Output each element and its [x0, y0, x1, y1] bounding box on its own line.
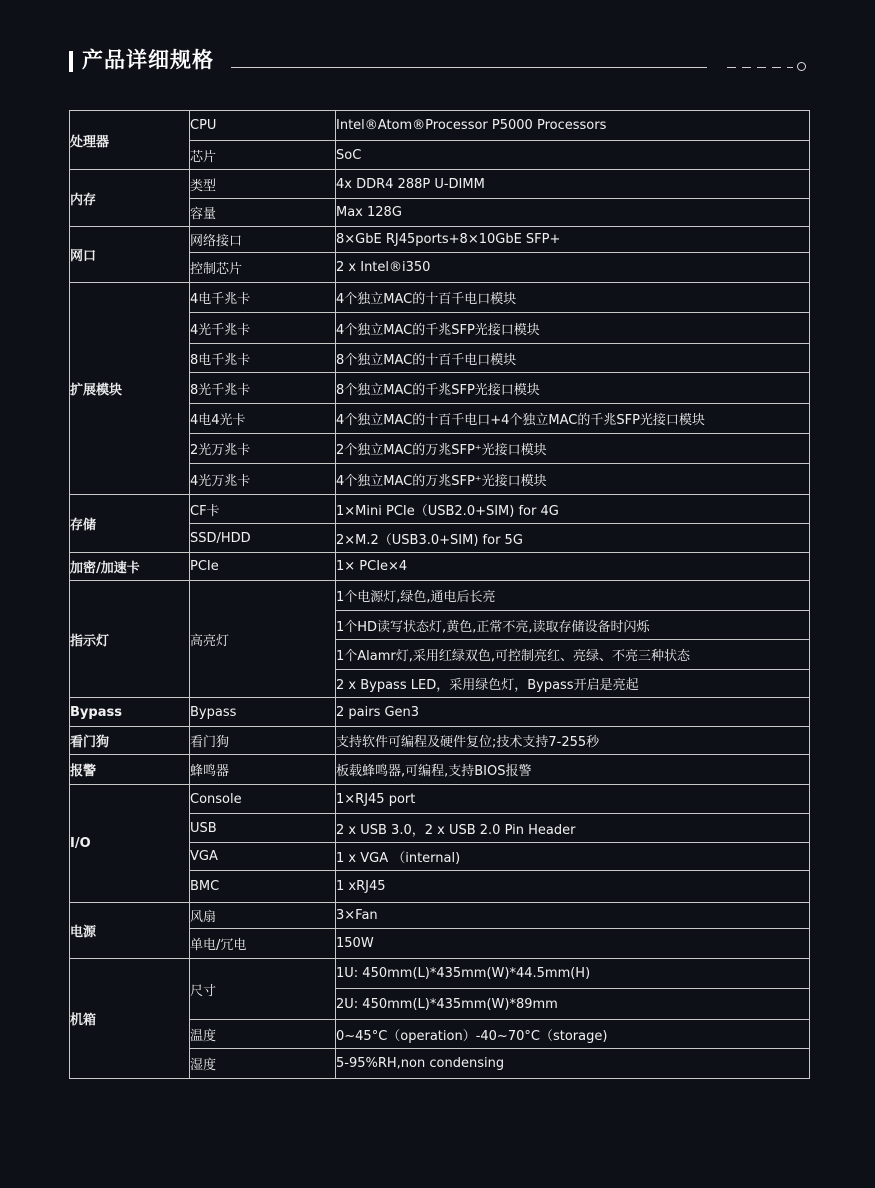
- value-cell: Intel®Atom®Processor P5000 Processors: [336, 111, 810, 141]
- value-cell: 1个Alamr灯,采用红绿双色,可控制亮红、亮绿、不亮三种状态: [336, 640, 810, 670]
- value-cell: 1U: 450mm(L)*435mm(W)*44.5mm(H): [336, 959, 810, 989]
- table-row: [70, 727, 810, 755]
- value-cell: 支持软件可编程及硬件复位;技术支持7-255秒: [336, 727, 810, 755]
- category-cell: 电源: [70, 903, 190, 959]
- item-cell: 看门狗: [190, 727, 336, 755]
- table-row: [70, 283, 810, 313]
- category-cell: 机箱: [70, 959, 190, 1079]
- value-cell: 2U: 450mm(L)*435mm(W)*89mm: [336, 989, 810, 1020]
- value-cell: 4个独立MAC的千兆SFP光接口模块: [336, 313, 810, 344]
- value-cell: 5-95%RH,non condensing: [336, 1049, 810, 1079]
- table-row: [70, 903, 810, 929]
- spec-table: [69, 110, 810, 1079]
- item-cell: USB: [190, 814, 336, 843]
- value-cell: 0~45°C（operation）-40~70°C（storage): [336, 1020, 810, 1049]
- table-row: [70, 111, 810, 141]
- category-cell: 加密/加速卡: [70, 553, 190, 581]
- item-cell: SSD/HDD: [190, 524, 336, 553]
- item-cell: BMC: [190, 871, 336, 903]
- value-cell: 1×Mini PCIe（USB2.0+SIM) for 4G: [336, 495, 810, 524]
- value-cell: 1个HD读写状态灯,黄色,正常不亮,读取存储设备时闪烁: [336, 611, 810, 640]
- item-cell: 芯片: [190, 141, 336, 170]
- page-title: 产品详细规格: [82, 48, 214, 72]
- item-cell: 4光万兆卡: [190, 464, 336, 495]
- value-cell: 4个独立MAC的万兆SFP⁺光接口模块: [336, 464, 810, 495]
- table-row: [70, 698, 810, 727]
- category-cell: 存储: [70, 495, 190, 553]
- item-cell: 风扇: [190, 903, 336, 929]
- value-cell: 板载蜂鸣器,可编程,支持BIOS报警: [336, 755, 810, 785]
- table-row: [70, 959, 810, 989]
- item-cell: 温度: [190, 1020, 336, 1049]
- category-cell: 看门狗: [70, 727, 190, 755]
- table-row: [70, 581, 810, 611]
- item-cell: 2光万兆卡: [190, 434, 336, 464]
- table-row: [70, 553, 810, 581]
- value-cell: 2个独立MAC的万兆SFP⁺光接口模块: [336, 434, 810, 464]
- item-cell: 8光千兆卡: [190, 373, 336, 404]
- category-cell: 报警: [70, 755, 190, 785]
- value-cell: 4x DDR4 288P U-DIMM: [336, 170, 810, 199]
- page-header: [0, 0, 875, 100]
- value-cell: 1×RJ45 port: [336, 785, 810, 814]
- value-cell: 4个独立MAC的十百千电口模块: [336, 283, 810, 313]
- category-cell: 扩展模块: [70, 283, 190, 495]
- item-cell: Bypass: [190, 698, 336, 727]
- table-row: [70, 785, 810, 814]
- value-cell: 150W: [336, 929, 810, 959]
- item-cell: 尺寸: [190, 959, 336, 1020]
- item-cell: 4光千兆卡: [190, 313, 336, 344]
- value-cell: 8×GbE RJ45ports+8×10GbE SFP+: [336, 227, 810, 253]
- value-cell: 1 xRJ45: [336, 871, 810, 903]
- category-cell: 网口: [70, 227, 190, 283]
- table-row: [70, 170, 810, 199]
- value-cell: 2 x Intel®i350: [336, 253, 810, 283]
- item-cell: VGA: [190, 843, 336, 871]
- category-cell: 指示灯: [70, 581, 190, 698]
- table-row: [70, 495, 810, 524]
- value-cell: 3×Fan: [336, 903, 810, 929]
- item-cell: 类型: [190, 170, 336, 199]
- value-cell: 2 x USB 3.0，2 x USB 2.0 Pin Header: [336, 814, 810, 843]
- value-cell: 1个电源灯,绿色,通电后长亮: [336, 581, 810, 611]
- category-cell: Bypass: [70, 698, 190, 727]
- title-accent-bar: [69, 51, 73, 72]
- item-cell: PCIe: [190, 553, 336, 581]
- item-cell: CPU: [190, 111, 336, 141]
- item-cell: 网络接口: [190, 227, 336, 253]
- table-row: [70, 227, 810, 253]
- value-cell: 4个独立MAC的十百千电口+4个独立MAC的千兆SFP光接口模块: [336, 404, 810, 434]
- item-cell: 4电千兆卡: [190, 283, 336, 313]
- category-cell: 内存: [70, 170, 190, 227]
- title-divider-line: [231, 67, 707, 68]
- item-cell: 高亮灯: [190, 581, 336, 698]
- value-cell: 8个独立MAC的十百千电口模块: [336, 344, 810, 373]
- item-cell: 容量: [190, 199, 336, 227]
- item-cell: Console: [190, 785, 336, 814]
- item-cell: 单电/冗电: [190, 929, 336, 959]
- item-cell: 8电千兆卡: [190, 344, 336, 373]
- value-cell: Max 128G: [336, 199, 810, 227]
- item-cell: 4电4光卡: [190, 404, 336, 434]
- item-cell: 蜂鸣器: [190, 755, 336, 785]
- category-cell: 处理器: [70, 111, 190, 170]
- value-cell: 2 x Bypass LED，采用绿色灯，Bypass开启是亮起: [336, 670, 810, 698]
- value-cell: 2×M.2（USB3.0+SIM) for 5G: [336, 524, 810, 553]
- category-cell: I/O: [70, 785, 190, 903]
- table-row: [70, 755, 810, 785]
- item-cell: 湿度: [190, 1049, 336, 1079]
- value-cell: 1 x VGA （internal): [336, 843, 810, 871]
- value-cell: 8个独立MAC的千兆SFP光接口模块: [336, 373, 810, 404]
- value-cell: 2 pairs Gen3: [336, 698, 810, 727]
- value-cell: 1× PCIe×4: [336, 553, 810, 581]
- ring-dot-icon: [797, 62, 806, 71]
- item-cell: 控制芯片: [190, 253, 336, 283]
- dashed-divider: [727, 67, 793, 68]
- item-cell: CF卡: [190, 495, 336, 524]
- value-cell: SoC: [336, 141, 810, 170]
